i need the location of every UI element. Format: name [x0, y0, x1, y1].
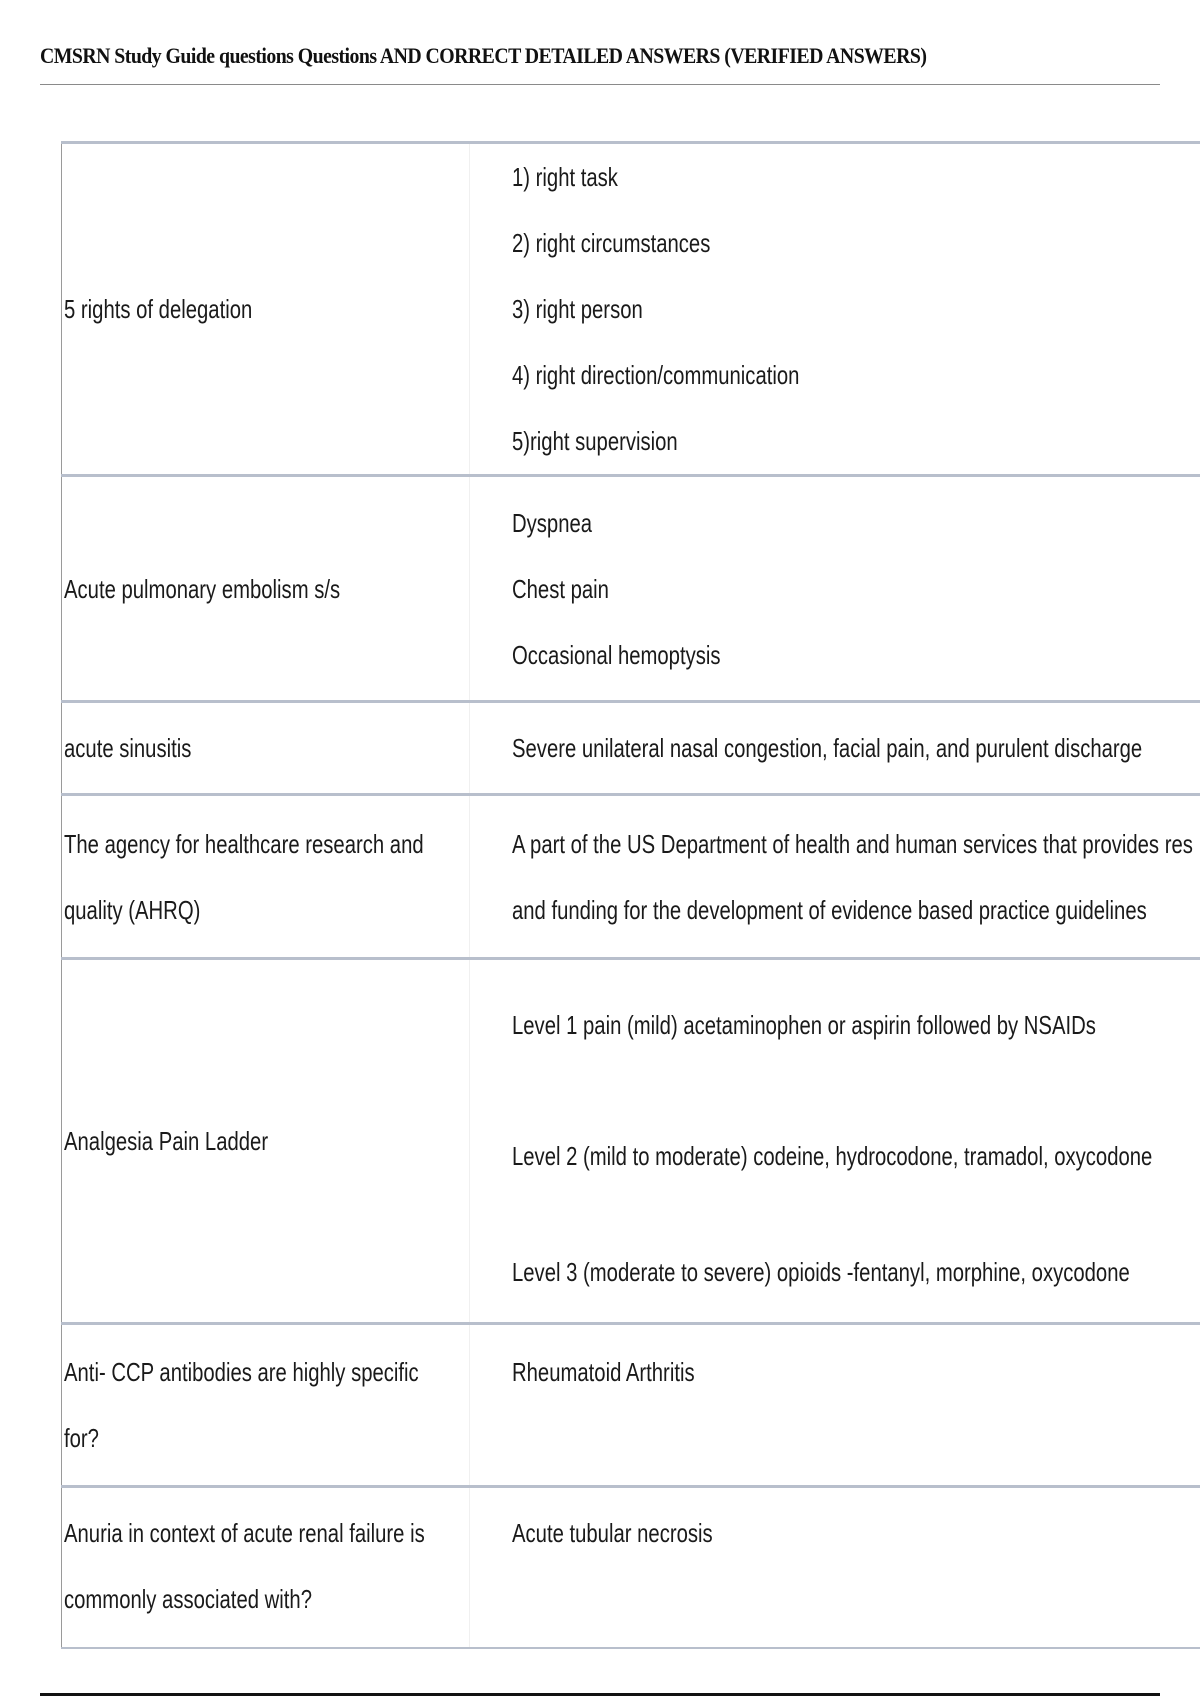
table-row: [62, 702, 1200, 795]
term-cell: [62, 702, 470, 795]
footer-divider: [40, 1693, 1160, 1696]
table-row: [62, 476, 1200, 702]
definition-line: A part of the US Department of health and human services that provides res: [512, 828, 1193, 859]
definition-line: Dyspnea: [512, 507, 593, 538]
term-cell: [62, 1324, 470, 1487]
table-row: [62, 795, 1200, 959]
definition-line: and funding for the development of evidence based practice guidelines: [512, 894, 1147, 925]
document-title: CMSRN Study Guide questions Questions AND CORRECT DETAILED ANSWERS (VERIFIED ANSWERS): [40, 43, 927, 68]
definition-line: Occasional hemoptysis: [512, 639, 721, 670]
table-row: [62, 959, 1200, 1324]
definition-cell: [470, 1324, 1200, 1487]
term-text: Analgesia Pain Ladder: [64, 1126, 269, 1156]
term-text: 5 rights of delegation: [64, 294, 253, 324]
definition-line: 3) right person: [512, 294, 643, 324]
definition-cell: [470, 143, 1200, 476]
definition-line: 1) right task: [512, 162, 618, 192]
definition-line: 4) right direction/communication: [512, 360, 800, 390]
term-cell: [62, 476, 470, 702]
definition-cell: [470, 1487, 1200, 1648]
term-text: commonly associated with?: [64, 1584, 312, 1614]
definition-line: Severe unilateral nasal congestion, facial pain, and purulent discharge: [512, 733, 1143, 763]
definition-cell: [470, 795, 1200, 959]
term-cell: [62, 795, 470, 959]
term-text: for?: [64, 1423, 99, 1453]
table-row: [62, 1324, 1200, 1487]
term-cell: [62, 143, 470, 476]
definition-line: Level 1 pain (mild) acetaminophen or aspirin followed by NSAIDs: [512, 1010, 1096, 1040]
table-row: [62, 1487, 1200, 1648]
table-row: [62, 143, 1200, 476]
document-header: [40, 34, 1160, 85]
term-text: Acute pulmonary embolism s/s: [64, 573, 341, 604]
definition-line: 5)right supervision: [512, 426, 678, 456]
study-guide-table: [61, 141, 1200, 1649]
definition-line: Chest pain: [512, 573, 609, 604]
definition-line: Level 3 (moderate to severe) opioids -fentanyl, morphine, oxycodone: [512, 1257, 1130, 1287]
term-text: Anti- CCP antibodies are highly specific: [64, 1357, 419, 1387]
definition-cell: [470, 702, 1200, 795]
term-cell: [62, 959, 470, 1324]
definition-line: 2) right circumstances: [512, 228, 711, 258]
definition-cell: [470, 959, 1200, 1324]
term-text: Anuria in context of acute renal failure is: [64, 1518, 425, 1548]
term-text: acute sinusitis: [64, 733, 192, 763]
term-cell: [62, 1487, 470, 1648]
definition-line: Rheumatoid Arthritis: [512, 1357, 695, 1387]
term-text: The agency for healthcare research and: [64, 828, 424, 859]
definition-line: Acute tubular necrosis: [512, 1518, 713, 1548]
definition-cell: [470, 476, 1200, 702]
definition-line: Level 2 (mild to moderate) codeine, hydrocodone, tramadol, oxycodone: [512, 1141, 1153, 1171]
term-text: quality (AHRQ): [64, 894, 201, 925]
